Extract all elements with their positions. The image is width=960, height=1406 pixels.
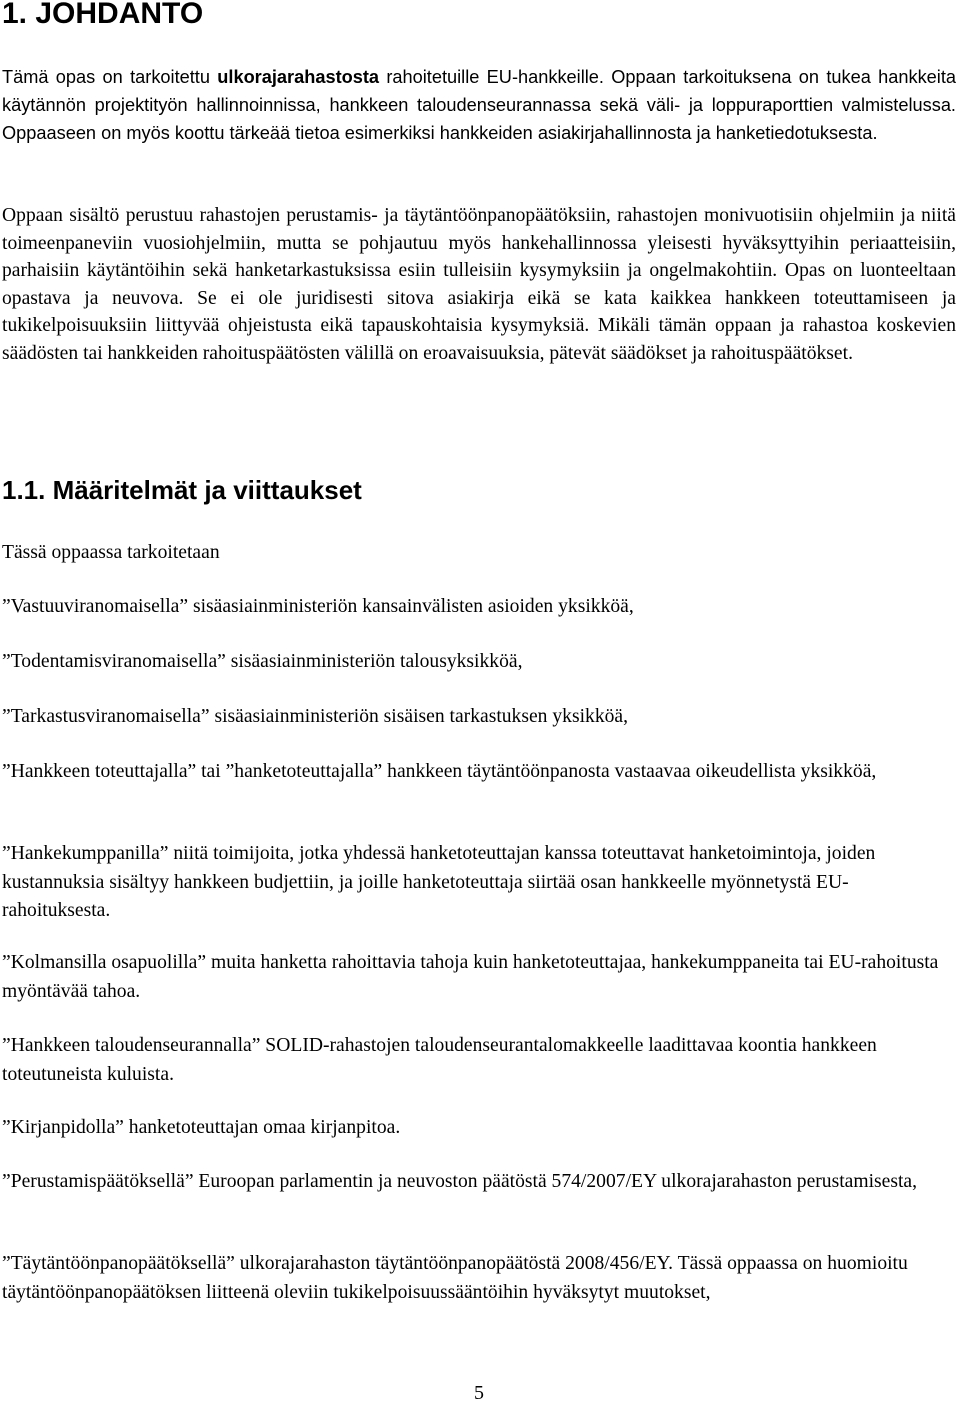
definition-item: ”Hankkeen taloudenseurannalla” SOLID-rahastojen taloudenseurantalomakkeelle laadittavaa koontia hankkeen toteutuneista kuluista. [2, 1035, 877, 1085]
content-paragraph: Oppaan sisältö perustuu rahastojen perustamis- ja täytäntöönpanopäätöksiin, rahastojen monivuotisiin ohjelmiin ja niitä toimeenpaneviin vuosiohjelmiin, mutta se pohjautuu myös hankehallinnossa yleisesti hyväksyttyihin periaatteisiin, parhaisiin käytäntöihin sekä hanketarkastuksissa esiin tulleisiin kysymyksiin ja ongelmakohtiin. Opas on luonteeltaan opastava ja neuvova. Se ei ole juridisesti sitova asiakirja eikä se kata kaikkea hankkeen toteuttamiseen ja tukikelpoisuuksiin liittyvää ohjeistusta eikä tapauskohtaisia kysymyksiä. Mikäli tämän oppaan ja rahastoa koskevien säädösten tai hankkeiden rahoituspäätösten välillä on eroavaisuuksia, pätevät säädökset ja rahoituspäätökset. [2, 205, 956, 364]
definitions-intro: Tässä oppaassa tarkoitetaan [2, 542, 220, 563]
definition-item: ”Tarkastusviranomaisella” sisäasiainministeriön sisäisen tarkastuksen yksikköä, [2, 706, 629, 727]
definition-item: ”Kirjanpidolla” hanketoteuttajan omaa kirjanpitoa. [2, 1117, 401, 1138]
intro-text-start: Tämä opas on tarkoitettu [2, 67, 218, 87]
definition-item: ”Todentamisviranomaisella” sisäasiainministeriön talousyksikköä, [2, 651, 523, 672]
definition-item: ”Perustamispäätöksellä” Euroopan parlamentin ja neuvoston päätöstä 574/2007/EY ulkorajarahaston perustamisesta, [2, 1171, 918, 1192]
page-number: 5 [474, 1382, 484, 1404]
definition-item: ”Kolmansilla osapuolilla” muita hanketta rahoittavia tahoja kuin hanketoteuttajaa, hankekumppaneita tai EU-rahoitusta myöntävää tahoa. [2, 952, 939, 1002]
section-heading: 1. JOHDANTO [2, 0, 204, 30]
definition-item: ”Hankekumppanilla” niitä toimijoita, jotka yhdessä hanketoteuttajan kanssa toteuttavat hanketoimintoja, joiden kustannuksia sisältyy hankkeen budjettiin, ja joille hanketoteuttaja siirtää osan hankkeelle myönnetystä EU-rahoituksesta. [2, 843, 876, 921]
definition-item: ”Hankkeen toteuttajalla” tai ”hanketoteuttajalla” hankkeen täytäntöönpanosta vastaavaa oikeudellista yksikköä, [2, 761, 877, 782]
definition-item: ”Vastuuviranomaisella” sisäasiainministeriön kansainvälisten asioiden yksikköä, [2, 596, 634, 617]
definition-item: ”Täytäntöönpanopäätöksellä” ulkorajarahaston täytäntöönpanopäätöstä 2008/456/EY. Tässä oppaassa on huomioitu täytäntöönpanopäätöksen liitteenä oleviin tukikelpoisuussääntöihin hyväksytyt muutokset, [2, 1253, 908, 1303]
intro-bold-term: ulkorajarahastosta [217, 67, 380, 87]
intro-text-end: rahoitetuille EU-hankkeille. Oppaan tarkoituksena on tukea hankkeita käytännön projektityön hallinnoinnissa, hankkeen taloudenseurannassa sekä väli- ja loppuraporttien valmistelussa. Oppaaseen on myös koottu tärkeää tietoa esimerkiksi hankkeiden asiakirjahallinnosta ja hanketiedotuksesta. [2, 67, 956, 143]
subsection-heading: 1.1. Määritelmät ja viittaukset [2, 475, 362, 505]
intro-paragraph [2, 64, 956, 147]
